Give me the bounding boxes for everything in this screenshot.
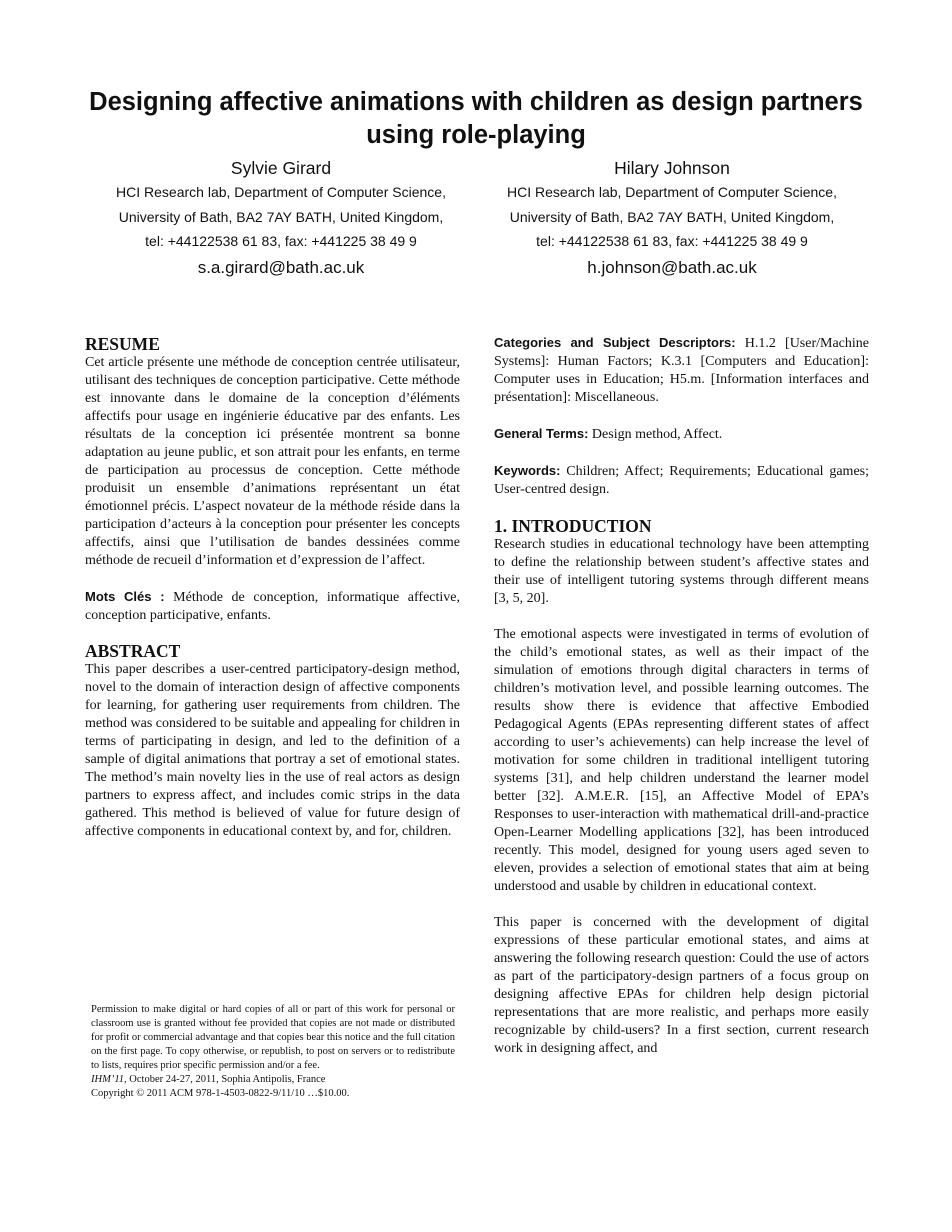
general-terms-label: General Terms: — [494, 426, 589, 441]
copyright-line: Copyright © 2011 ACM 978-1-4503-0822-9/11/10 …$10.00. — [91, 1088, 350, 1099]
author-contact: tel: +44122538 61 83, fax: +441225 38 49 9 — [145, 233, 417, 250]
keywords-text: Children; Affect; Requirements; Educational games; User-centred design. — [494, 464, 869, 497]
abstract-text: This paper describes a user-centred participatory-design method, novel to the domain of interaction design of affective components for learning, for gathering user requirements from children. The method was considered to be suitable and appealing for children in terms of participating in design, and led to the definition of a sample of digital animations that portray a set of emotional states. The method’s main novelty lies in the use of real actors as design partners to express affect, and includes comic strips in the data gathered. This method is believed of value for future design of affective components in educational context by, and for, children. — [85, 662, 460, 839]
intro-paragraph: Research studies in educational technology have been attempting to define the relationship between student’s affective states and their use of intelligent tutoring systems through different means [3, 5, 20]. — [494, 537, 869, 606]
author-email[interactable]: h.johnson@bath.ac.uk — [587, 258, 757, 278]
categories-label: Categories and Subject Descriptors: — [494, 335, 736, 350]
conference-details: October 24-27, 2011, Sophia Antipolis, France — [126, 1074, 326, 1085]
left-column — [85, 334, 460, 841]
author-affiliation: HCI Research lab, Department of Computer Science, — [507, 184, 837, 200]
mots-cles-text: Méthode de conception, informatique affective, conception participative, enfants. — [85, 590, 461, 623]
mots-cles — [85, 588, 460, 625]
general-terms — [494, 425, 869, 444]
categories — [494, 334, 869, 407]
resume-heading: RESUME — [85, 334, 160, 354]
author-block-2 — [472, 156, 872, 280]
resume-text: Cet article présente une méthode de conception centrée utilisateur, utilisant des techniques de conception participative. Cette méthode est innovante dans le domaine de la conception d’éléments affectifs pour usage en ingénierie éducative par des enfants. Les résultats de la conception ici présentée montrent sa bonne adaptation au jeune public, et son attrait pour les enfants, en terme de participation au processus de conception. Cette méthode produisit un ensemble d’animations représentant un état émotionnel précis. L’aspect novateur de la méthode réside dans la participation d’acteurs à la conception pour présenter les concepts affectifs, ainsi que l’utilisation de bandes dessinées comme méthode de recueil d’information et d’expression de l’affect. — [85, 355, 460, 568]
permission-text: Permission to make digital or hard copies of all or part of this work for personal or classroom use is granted without fee provided that copies are not made or distributed for profit or commercial advantage and that copies bear this notice and the full citation on the first page. To copy otherwise, or republish, to post on servers or to redistribute to lists, requires prior specific permission and/or a fee. — [91, 1004, 455, 1071]
keywords-label: Keywords: — [494, 463, 561, 478]
intro-paragraph: The emotional aspects were investigated in terms of evolution of the child’s emotional states, as well as their impact of the simulation of emotions through digital characters in terms of children’s motivation level, and possible learning outcomes. The results show there is evidence that affective Embodied Pedagogical Agents (EPAs representing different states of affect according to user’s achievements) can help increase the level of motivation for some children in traditional intelligent tutoring systems [31], and help children understand the learner model better [32]. A.M.E.R. [15], an Affective Model of EPA’s Responses to user-interaction with mathematical drill-and-practice Open-Learner Modelling applications [32], has been introduced recently. This model, designed for young users aged seven to eleven, provides a selection of emotional states that aim at being understood and usable by children in educational context. — [494, 627, 869, 894]
paper-title: Designing affective animations with children as design partners using role-playing — [89, 88, 863, 149]
mots-cles-label: Mots Clés : — [85, 589, 165, 604]
conference-line — [91, 1073, 455, 1087]
right-column — [494, 334, 869, 1058]
author-affiliation: University of Bath, BA2 7AY BATH, United Kingdom, — [509, 208, 835, 225]
categories-text: H.1.2 [User/Machine Systems]: Human Factors; K.3.1 [Computers and Education]: Computer uses in Education; H5.m. [Information interfaces and présentation]: Miscellaneous. — [494, 336, 870, 405]
introduction-heading: 1. INTRODUCTION — [494, 516, 652, 536]
general-terms-text: Design method, Affect. — [588, 427, 723, 442]
permission-notice — [91, 1003, 455, 1101]
intro-paragraph: This paper is concerned with the development of digital expressions of these particular emotional states, and aims at answering the following research question: Could the use of actors as part of the participatory-design partners of a focus group on designing affective EPAs for children help design pictorial representations that are more realistic, and perhaps more easily recognizable by child-users? In a first section, current research work in designing affect, and — [494, 915, 869, 1056]
author-affiliation: University of Bath, BA2 7AY BATH, United Kingdom, — [118, 208, 444, 225]
author-email[interactable]: s.a.girard@bath.ac.uk — [197, 258, 365, 278]
keywords — [494, 462, 869, 499]
author-block-1 — [81, 156, 481, 280]
author-affiliation: HCI Research lab, Department of Computer Science, — [116, 184, 446, 200]
abstract-heading: ABSTRACT — [85, 641, 181, 661]
author-name: Hilary Johnson — [614, 158, 730, 178]
author-name: Sylvie Girard — [230, 158, 332, 178]
conference-name: IHM’11, — [91, 1074, 127, 1085]
author-contact: tel: +44122538 61 83, fax: +441225 38 49 9 — [536, 233, 808, 250]
